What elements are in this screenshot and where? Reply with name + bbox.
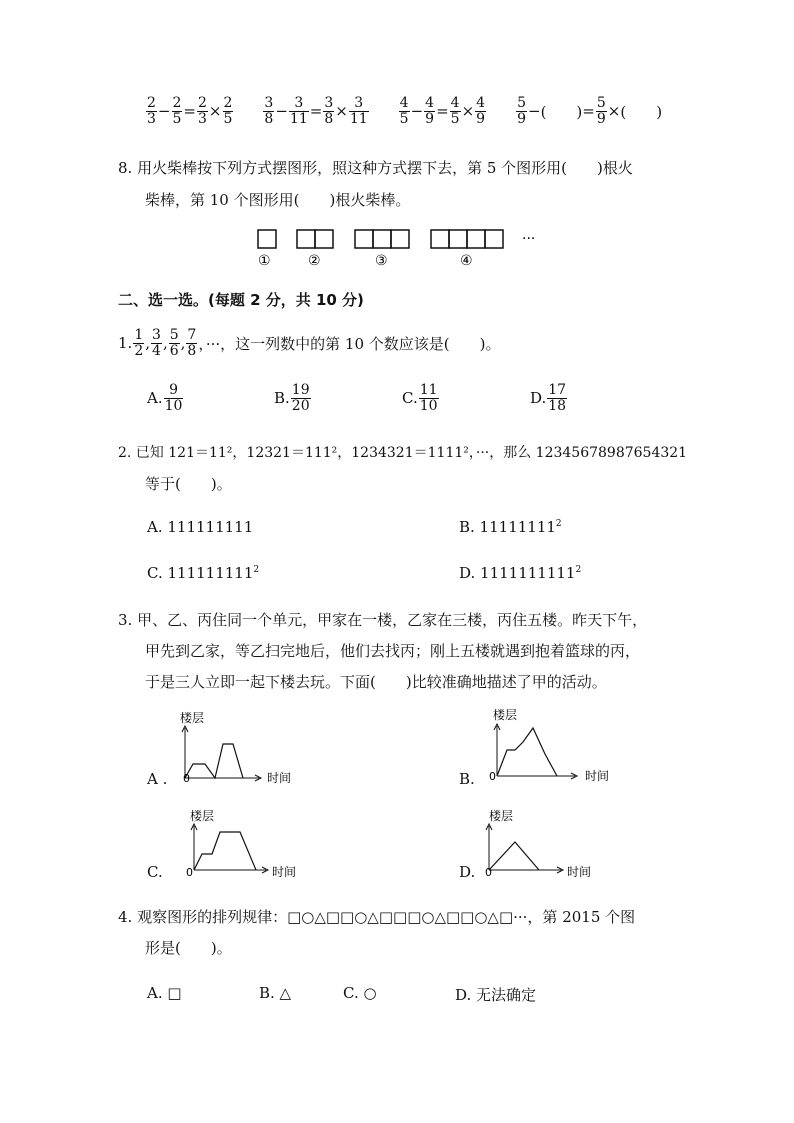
graph-d[interactable] (485, 806, 615, 886)
svg-text:0: 0 (489, 770, 496, 783)
graph-b-line (497, 728, 557, 776)
svg-text:0: 0 (183, 772, 190, 785)
svg-text:0: 0 (485, 866, 492, 879)
s2-option-b[interactable]: B. 11111111$^2$ (459, 518, 562, 536)
equation-2: $\frac{3}{8}$ − $\frac{3}{11}$ = $\frac{3}{8}$ × $\frac{3}{11}$ (264, 95, 368, 127)
graph-a[interactable] (175, 710, 305, 790)
section-title: 二、选一选。(每题 2 分，共 10 分) (118, 291, 364, 309)
s3-line1: 3. 甲、乙、丙住同一个单元，甲家在一楼，乙家在三楼，丙住五楼。昨天下午， (118, 611, 648, 629)
s3-option-b-label[interactable]: B. (459, 770, 475, 788)
s4-option-a[interactable]: A. □ (147, 984, 182, 1002)
figure-3 (355, 230, 409, 248)
q8-line2: 柴棒，第 10 个图形用( )根火柴棒。 (145, 191, 411, 209)
figure-label-4: ④ (460, 253, 473, 269)
equation-1: $\frac{2}{3}$ − $\frac{2}{5}$ = $\frac{2}{3}$ × $\frac{2}{5}$ (147, 95, 233, 127)
graph-a-ylabel: 楼层 (180, 711, 205, 725)
graph-c[interactable] (180, 806, 310, 886)
q8-line1: 8. 用火柴棒按下列方式摆图形，照这种方式摆下去，第 5 个图形用( )根火 (118, 159, 633, 177)
figure-label-2: ② (308, 253, 321, 269)
s1-option-c[interactable]: C. $\frac{11}{10}$ (402, 382, 438, 414)
s2-option-d[interactable]: D. 1111111111$^2$ (459, 564, 582, 582)
s3-line3: 于是三人立即一起下楼去玩。下面( )比较准确地描述了甲的活动。 (145, 673, 607, 691)
graph-d-line (489, 842, 539, 870)
s1-question: 1. $\frac{1}{2}$ , $\frac{3}{4}$ , $\frac{5}{6}$ , $\frac{7}{8}$ ，···，这一列数中的第 10 个数应该是( )。 (118, 327, 501, 359)
graph-c-ylabel: 楼层 (190, 809, 215, 823)
s3-line2: 甲先到乙家，等乙扫完地后，他们去找丙；刚上五楼就遇到抱着篮球的丙， (145, 642, 641, 660)
answer-blank[interactable]: ( ) (620, 102, 663, 121)
s1-option-d[interactable]: D. $\frac{17}{18}$ (530, 382, 567, 414)
graph-a-xlabel: 时间 (267, 771, 292, 785)
svg-text:0: 0 (186, 866, 193, 879)
figure-1-square (258, 230, 276, 248)
answer-blank[interactable]: ( ) (540, 102, 583, 121)
s4-option-b[interactable]: B. △ (259, 984, 292, 1002)
figure-4 (431, 230, 503, 248)
equation-3: $\frac{4}{5}$ − $\frac{4}{9}$ = $\frac{4}{5}$ × $\frac{4}{9}$ (399, 95, 486, 127)
graph-d-ylabel: 楼层 (489, 809, 514, 823)
graph-d-xlabel: 时间 (567, 865, 592, 879)
s4-line2: 形是( )。 (145, 939, 232, 957)
s4-line1: 4. 观察图形的排列规律：□○△□□○△□□□○△□□○△□···，第 2015 个图 (118, 908, 636, 926)
equation-4: $\frac{5}{9}$ − ( ) = $\frac{5}{9}$ × ( ) (517, 95, 663, 127)
figure-label-1: ① (258, 253, 271, 269)
ellipsis: ··· (522, 231, 536, 247)
s2-option-a[interactable]: A. 111111111 (147, 518, 254, 536)
s2-line1: 2. 已知 121＝11²，12321＝111²，1234321＝1111²，···，那么 12345678987654321 (118, 445, 688, 461)
graph-c-line (194, 832, 256, 870)
s1-option-a[interactable]: A. $\frac{9}{10}$ (147, 382, 183, 414)
s1-option-b[interactable]: B. $\frac{19}{20}$ (274, 382, 310, 414)
matchstick-figures (250, 225, 550, 271)
s3-option-c-label[interactable]: C. (147, 863, 163, 881)
s3-option-a-label[interactable]: A . (147, 770, 168, 788)
graph-c-xlabel: 时间 (272, 865, 297, 879)
figure-label-3: ③ (375, 253, 388, 269)
s2-line2: 等于( )。 (145, 475, 232, 493)
graph-b[interactable] (485, 704, 615, 790)
graph-b-ylabel: 楼层 (493, 708, 518, 722)
graph-a-line (185, 744, 243, 778)
s4-option-d[interactable]: D. 无法确定 (455, 986, 537, 1004)
graph-b-xlabel: 时间 (585, 769, 610, 783)
fraction-equations-line (145, 96, 662, 126)
s3-option-d-label[interactable]: D. (459, 863, 476, 881)
figure-2 (297, 230, 333, 248)
s2-option-c[interactable]: C. 111111111$^2$ (147, 564, 260, 582)
s4-option-c[interactable]: C. ○ (343, 984, 377, 1002)
